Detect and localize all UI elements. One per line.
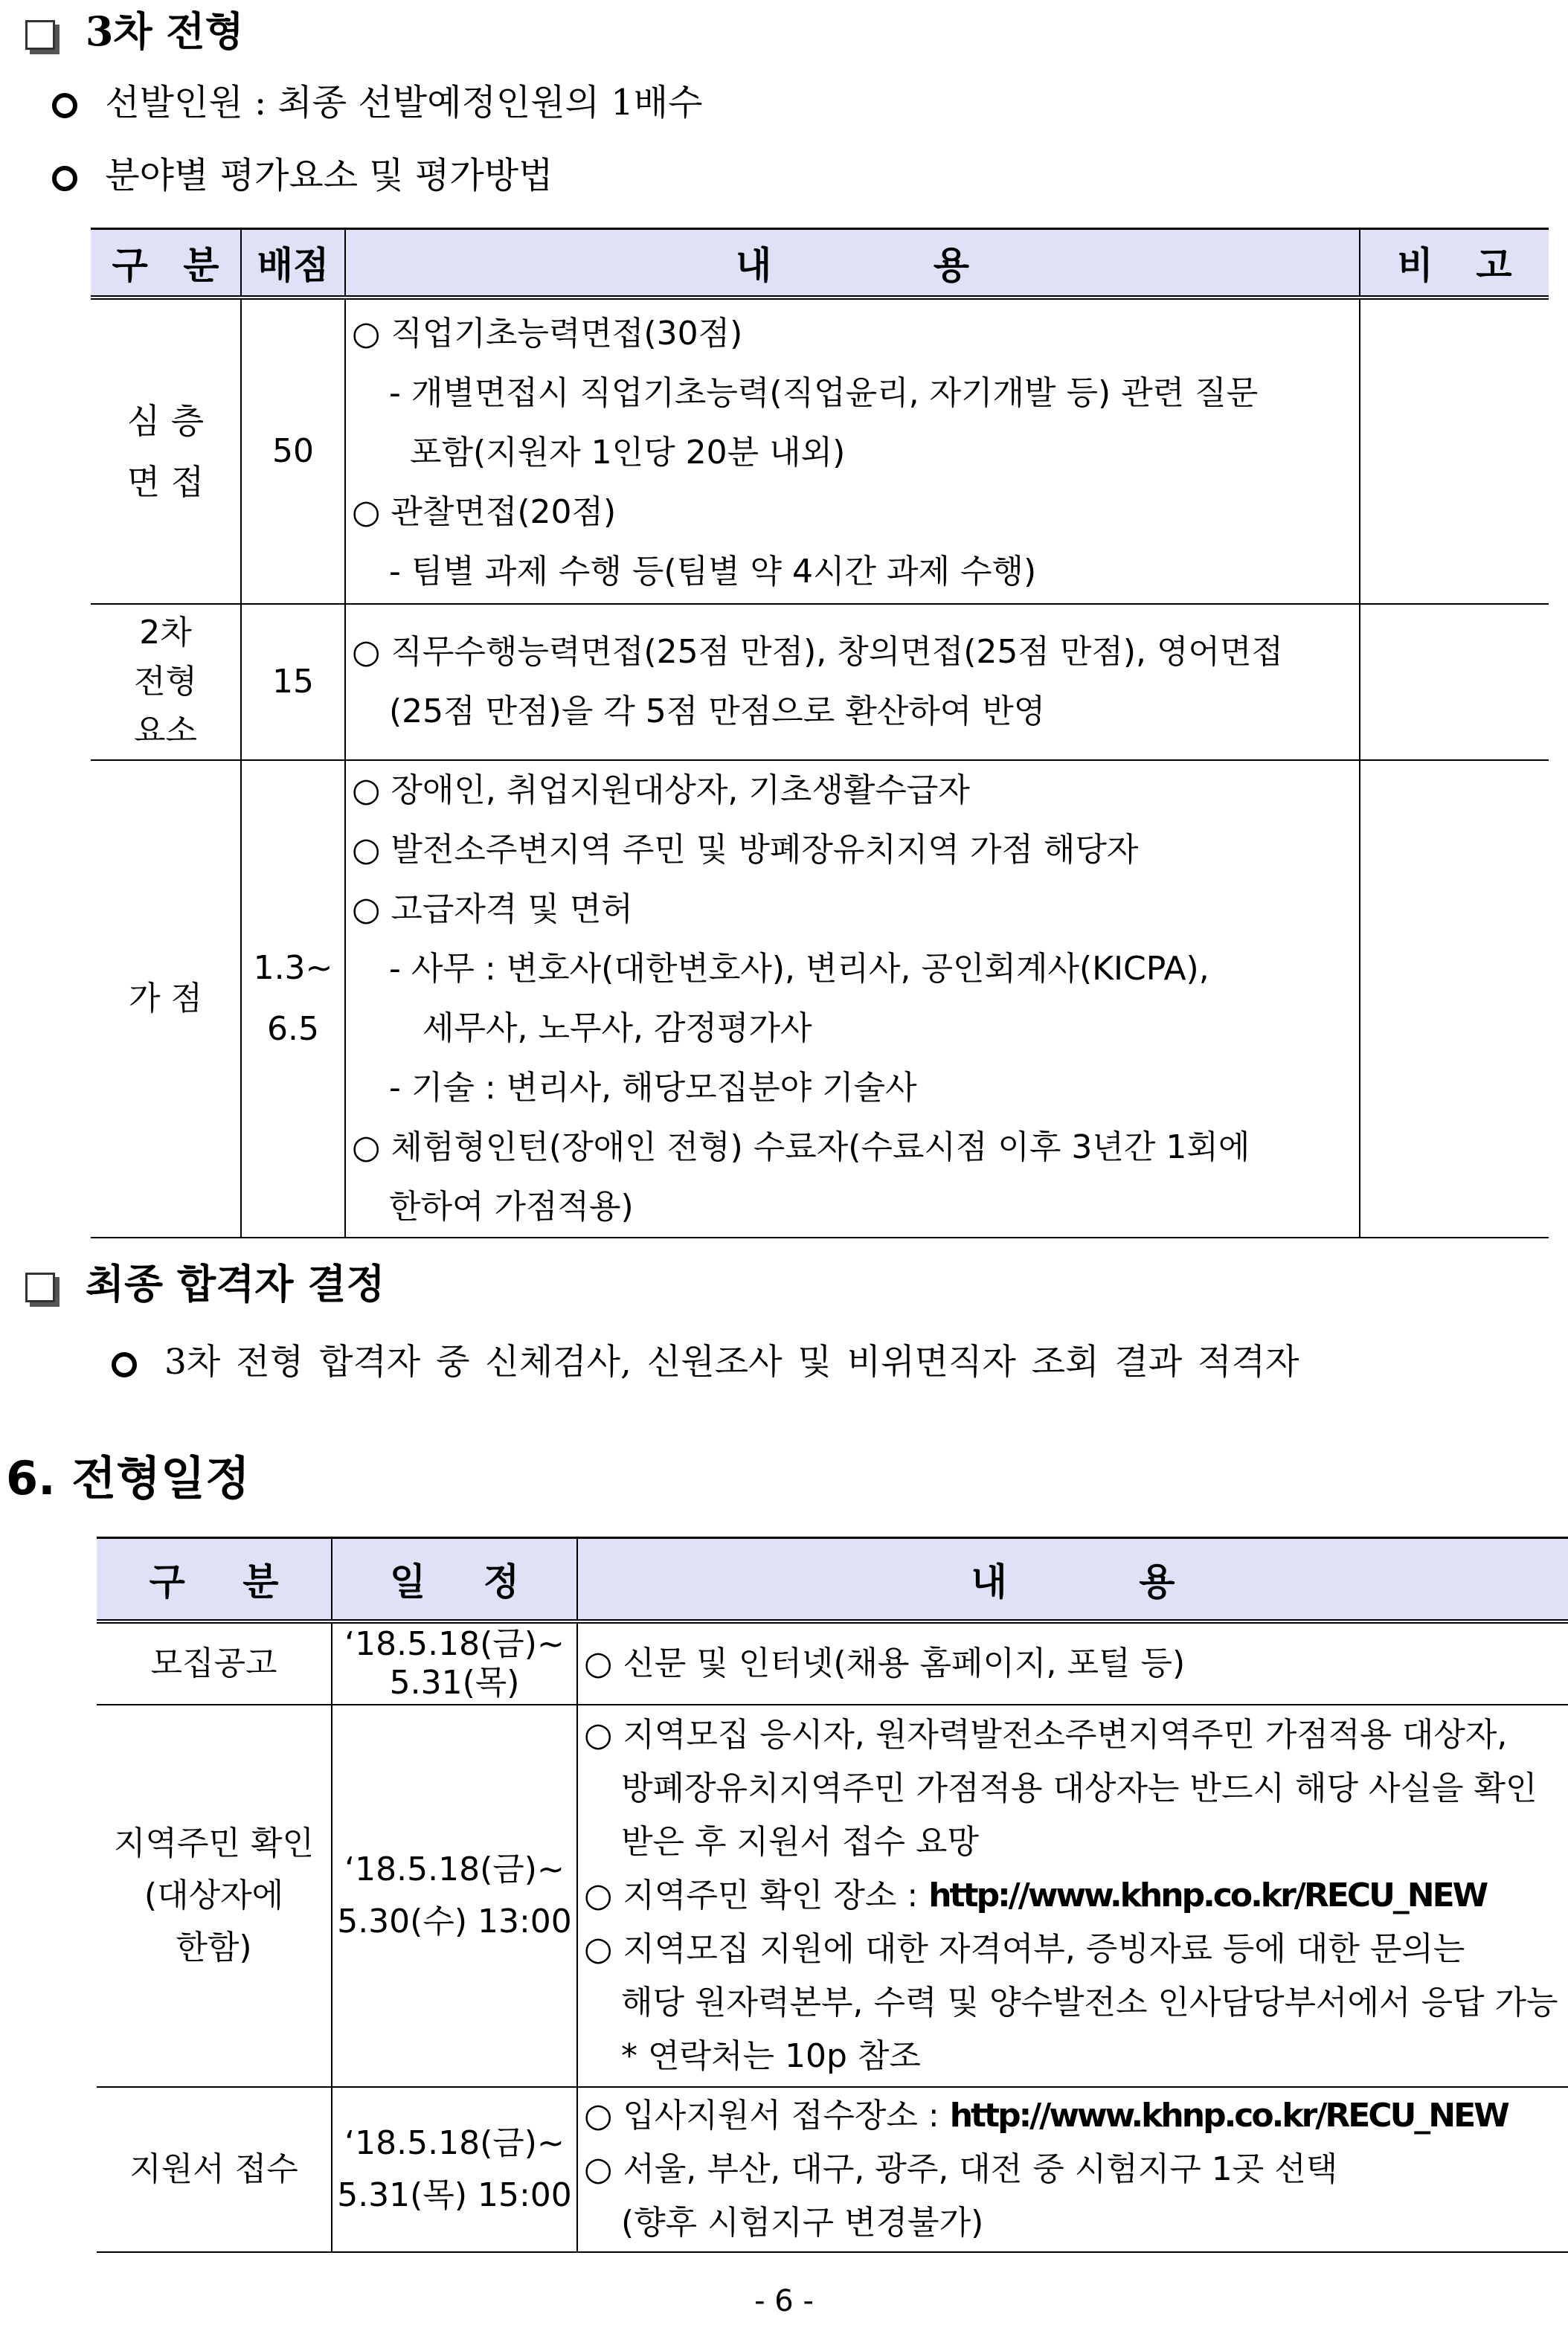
checkbox-square-icon bbox=[25, 20, 55, 50]
content-cell bbox=[577, 1705, 1568, 2087]
score-cell bbox=[241, 760, 345, 1238]
content-text: ○ 입사지원서 접수장소 : bbox=[584, 2097, 950, 2135]
circle-bullet-icon bbox=[52, 166, 77, 191]
score-cell: 50 bbox=[241, 298, 345, 604]
content-line: - 개별면접시 직업기초능력(직업윤리, 자기개발 등) 관련 질문 bbox=[389, 374, 1259, 412]
content-line: ○ 체험형인턴(장애인 전형) 수료자(수료시점 이후 3년간 1회에 bbox=[352, 1128, 1250, 1166]
content-cell bbox=[345, 760, 1360, 1238]
content-line: - 기술 : 변리사, 해당모집분야 기술사 bbox=[389, 1069, 917, 1107]
category-line: 면 접 bbox=[126, 462, 205, 502]
section-3-bullet-1 bbox=[52, 79, 703, 126]
note-cell bbox=[1360, 760, 1549, 1238]
content-cell bbox=[345, 298, 1360, 604]
category-line: 2차 bbox=[139, 614, 192, 652]
content-line: ○ 장애인, 취업지원대상자, 기초생활수급자 bbox=[352, 771, 970, 809]
score-cell: 15 bbox=[241, 604, 345, 760]
content-line: ○ 지역모집 지원에 대한 자격여부, 증빙자료 등에 대한 문의는 bbox=[584, 1930, 1465, 1968]
date-cell bbox=[332, 2087, 577, 2252]
bullet-text: 선발인원 : 최종 선발예정인원의 1배수 bbox=[105, 82, 703, 123]
table-row bbox=[91, 760, 1549, 1238]
category-line: 심 층 bbox=[126, 401, 205, 441]
region-check-url-link[interactable]: http://www.khnp.co.kr/RECU_NEW bbox=[928, 1877, 1487, 1914]
category-cell: 지원서 접수 bbox=[97, 2087, 332, 2252]
content-line: 방폐장유치지역주민 가점적용 대상자는 반드시 해당 사실을 확인 bbox=[621, 1769, 1538, 1807]
date-line: ‘18.5.18(금)~ bbox=[344, 1850, 565, 1888]
table-header-row bbox=[97, 1538, 1568, 1622]
table-row bbox=[97, 2087, 1568, 2252]
content-line: 포함(지원자 1인당 20분 내외) bbox=[389, 434, 846, 472]
date-line: ‘18.5.18(금)~ bbox=[344, 1625, 565, 1663]
schedule-table bbox=[97, 1537, 1568, 2253]
content-line: * 연락처는 10p 참조 bbox=[621, 2037, 921, 2075]
category-cell bbox=[97, 1705, 332, 2087]
category-line: (대상자에 bbox=[144, 1877, 284, 1914]
circle-bullet-icon bbox=[52, 93, 77, 118]
final-decision-title: 최종 합격자 결정 bbox=[85, 1260, 385, 1308]
final-decision-bullet bbox=[112, 1339, 1299, 1386]
evaluation-table bbox=[91, 228, 1549, 1238]
category-cell: 모집공고 bbox=[97, 1621, 332, 1705]
content-cell bbox=[345, 604, 1360, 760]
content-line: ○ 지역모집 응시자, 원자력발전소주변지역주민 가점적용 대상자, bbox=[584, 1716, 1508, 1754]
header-date: 일 정 bbox=[332, 1538, 577, 1622]
date-line: ‘18.5.18(금)~ bbox=[344, 2124, 565, 2162]
content-line bbox=[584, 2089, 1568, 2143]
section-6-title: 6. 전형일정 bbox=[6, 1451, 250, 1505]
category-cell bbox=[91, 604, 241, 760]
content-line: (25점 만점)을 각 5점 만점으로 환산하여 반영 bbox=[389, 692, 1046, 730]
section-3-title: 3차 전형 bbox=[85, 7, 244, 55]
header-note: 비 고 bbox=[1360, 229, 1549, 298]
content-line: ○ 서울, 부산, 대구, 광주, 대전 중 시험지구 1곳 선택 bbox=[584, 2150, 1338, 2188]
content-line: ○ 발전소주변지역 주민 및 방폐장유치지역 가점 해당자 bbox=[352, 831, 1139, 869]
circle-bullet-icon bbox=[112, 1352, 137, 1377]
note-cell bbox=[1360, 604, 1549, 760]
content-line: ○ 관찰면접(20점) bbox=[352, 493, 617, 531]
category-line: 한함) bbox=[176, 1929, 252, 1967]
date-line: 5.31(목) 15:00 bbox=[337, 2176, 572, 2214]
section-3-heading bbox=[25, 4, 244, 58]
header-category: 구 분 bbox=[97, 1538, 332, 1622]
content-line: ○ 신문 및 인터넷(채용 홈페이지, 포털 등) bbox=[584, 1644, 1186, 1682]
content-line: ○ 직무수행능력면접(25점 만점), 창의면접(25점 만점), 영어면접 bbox=[352, 633, 1284, 671]
application-url-link[interactable]: http://www.khnp.co.kr/RECU_NEW bbox=[949, 2097, 1508, 2135]
bullet-text: 분야별 평가요소 및 평가방법 bbox=[105, 155, 553, 196]
content-cell bbox=[577, 2087, 1568, 2252]
date-cell bbox=[332, 1705, 577, 2087]
content-line: 해당 원자력본부, 수력 및 양수발전소 인사담당부서에서 응답 가능 bbox=[621, 1984, 1558, 2022]
category-line: 요소 bbox=[133, 712, 197, 750]
bullet-text: 3차 전형 합격자 중 신체검사, 신원조사 및 비위면직자 조회 결과 적격자 bbox=[164, 1342, 1299, 1383]
category-line: 지역주민 확인 bbox=[113, 1824, 314, 1862]
content-line: ○ 직업기초능력면접(30점) bbox=[352, 315, 743, 353]
table-row bbox=[91, 604, 1549, 760]
date-line: 5.31(목) bbox=[389, 1664, 520, 1702]
header-category: 구 분 bbox=[91, 229, 241, 298]
header-content: 내 용 bbox=[345, 229, 1360, 298]
score-line: 6.5 bbox=[267, 1010, 319, 1048]
header-score: 배점 bbox=[241, 229, 345, 298]
score-line: 1.3~ bbox=[253, 949, 333, 987]
header-content: 내 용 bbox=[577, 1538, 1568, 1622]
content-line: 받은 후 지원서 접수 요망 bbox=[621, 1823, 979, 1861]
table-header-row bbox=[91, 229, 1549, 298]
content-line: 세무사, 노무사, 감정평가사 bbox=[422, 1009, 812, 1047]
category-cell bbox=[91, 298, 241, 604]
date-line: 5.30(수) 13:00 bbox=[337, 1903, 572, 1940]
table-row bbox=[97, 1705, 1568, 2087]
content-line: 한하여 가점적용) bbox=[389, 1188, 634, 1226]
content-line: ○ 고급자격 및 면허 bbox=[352, 890, 633, 928]
table-row bbox=[97, 1621, 1568, 1705]
checkbox-square-icon bbox=[25, 1273, 55, 1302]
page-number: - 6 - bbox=[754, 2284, 814, 2318]
category-line: 전형 bbox=[133, 663, 197, 701]
note-cell bbox=[1360, 298, 1549, 604]
date-cell bbox=[332, 1621, 577, 1705]
content-line bbox=[584, 1869, 1568, 1923]
table-row bbox=[91, 298, 1549, 604]
content-text: ○ 지역주민 확인 장소 : bbox=[584, 1877, 929, 1914]
content-line: - 팀별 과제 수행 등(팀별 약 4시간 과제 수행) bbox=[389, 553, 1037, 591]
content-line: (향후 시험지구 변경불가) bbox=[621, 2204, 984, 2242]
section-3-bullet-2 bbox=[52, 152, 553, 199]
content-line: - 사무 : 변호사(대한변호사), 변리사, 공인회계사(KICPA), bbox=[389, 950, 1209, 988]
content-cell bbox=[577, 1621, 1568, 1705]
category-cell: 가 점 bbox=[91, 760, 241, 1238]
final-decision-heading bbox=[25, 1257, 385, 1311]
